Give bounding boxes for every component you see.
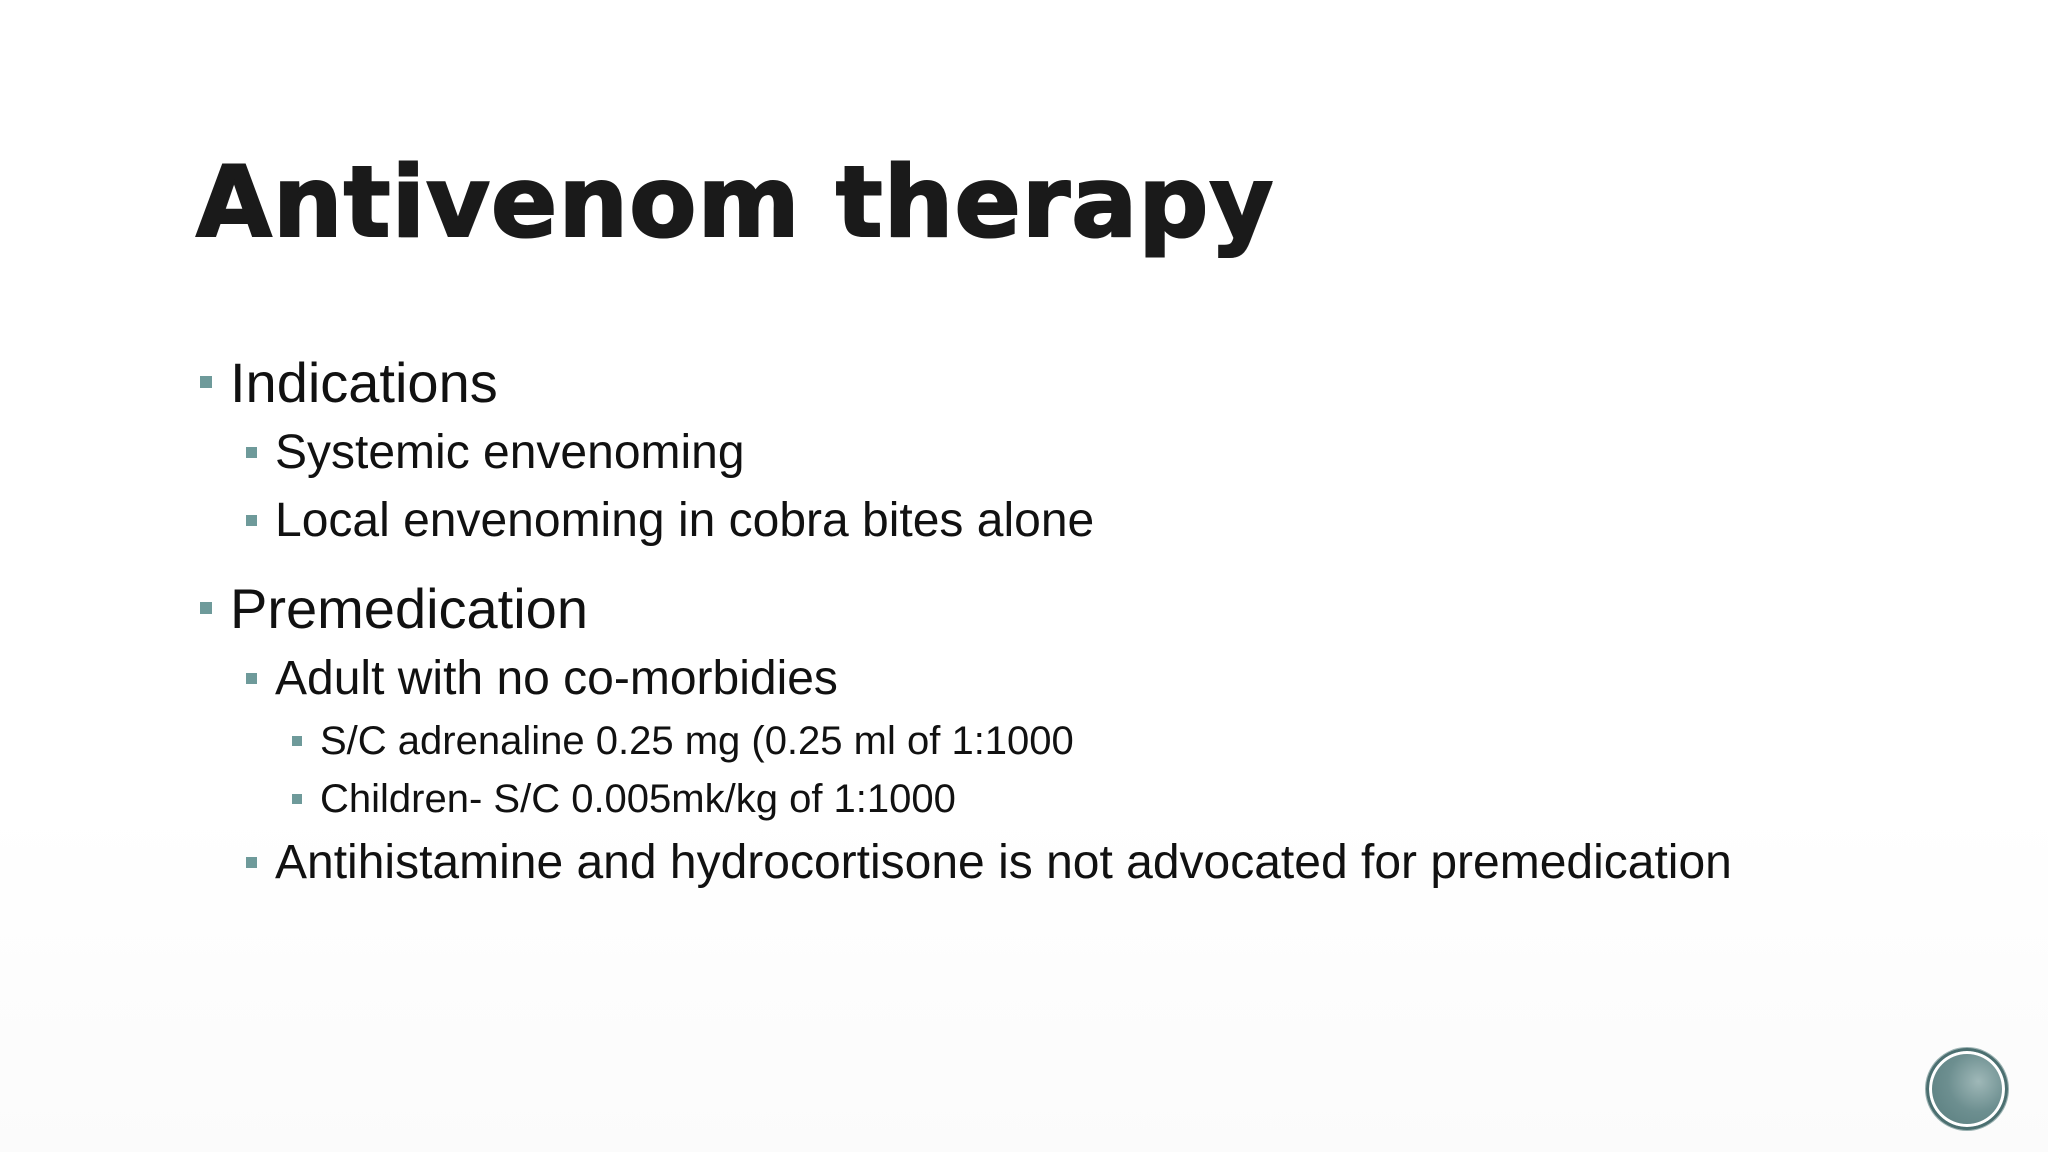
square-bullet-icon xyxy=(200,602,212,614)
sub-bullet-adult xyxy=(200,644,1900,828)
bullet-text: Children- S/C 0.005mk/kg of 1:1000 xyxy=(320,776,956,821)
square-bullet-icon xyxy=(200,376,212,388)
bullet-text: Indications xyxy=(230,350,498,414)
sub-bullet-antihistamine xyxy=(200,828,1900,896)
square-bullet-icon xyxy=(292,736,302,746)
bullet-premedication xyxy=(200,572,1900,896)
square-bullet-icon xyxy=(246,447,257,458)
square-bullet-icon xyxy=(246,857,257,868)
square-bullet-icon xyxy=(292,794,302,804)
bullet-text: Local envenoming in cobra bites alone xyxy=(275,493,1095,547)
square-bullet-icon xyxy=(246,673,257,684)
sub-bullet-systemic xyxy=(200,418,1900,486)
bullet-text: Premedication xyxy=(230,576,588,640)
slide-title: Antivenom therapy xyxy=(196,146,1275,260)
bullet-text: Adult with no co-morbidies xyxy=(275,651,838,705)
square-bullet-icon xyxy=(246,515,257,526)
bullet-text: S/C adrenaline 0.25 mg (0.25 ml of 1:1000 xyxy=(320,718,1074,763)
sub-sub-bullet-adrenaline xyxy=(246,712,1900,770)
bullet-indications xyxy=(200,346,1900,554)
sub-sub-bullet-children xyxy=(246,770,1900,828)
bullet-text: Systemic envenoming xyxy=(275,425,745,479)
bullet-text: Antihistamine and hydrocortisone is not advocated for premedication xyxy=(275,835,1732,889)
bullet-list xyxy=(200,346,1900,896)
circular-logo-icon xyxy=(1926,1048,2008,1130)
sub-bullet-local xyxy=(200,486,1900,554)
